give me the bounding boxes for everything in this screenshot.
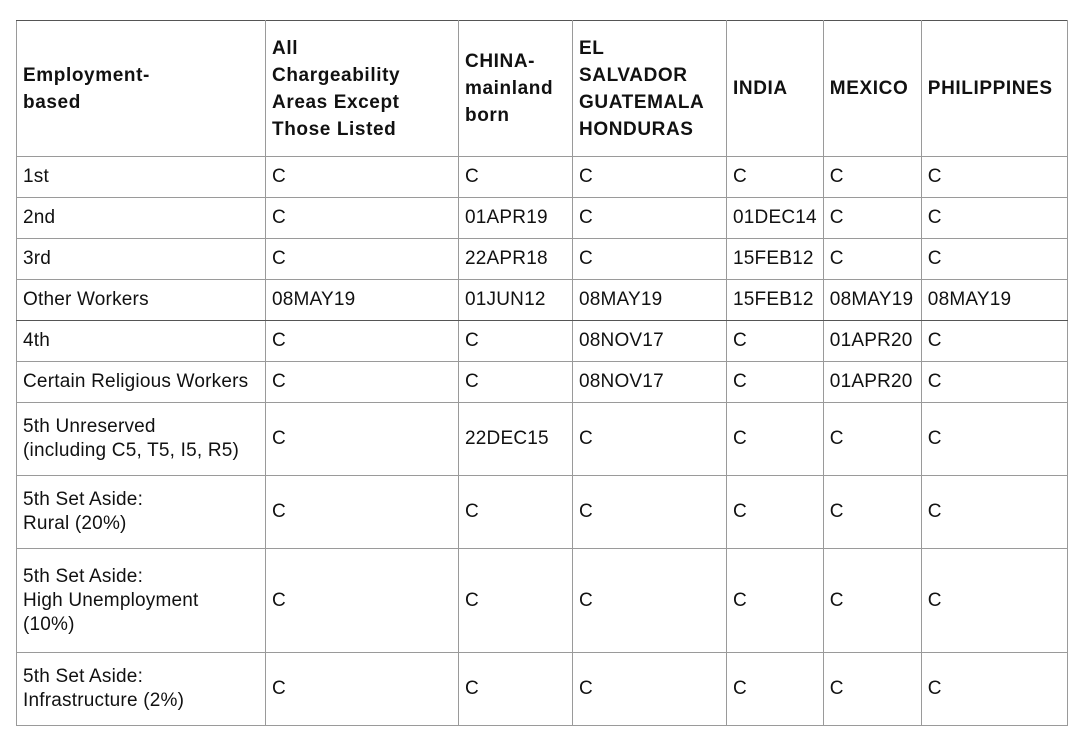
table-cell: C — [823, 403, 921, 476]
table-cell: C — [727, 549, 824, 653]
table-cell: C — [573, 653, 727, 726]
table-cell: C — [266, 198, 459, 239]
table-cell: C — [921, 239, 1067, 280]
table-cell: C — [823, 549, 921, 653]
table-cell: C — [266, 321, 459, 362]
table-row — [17, 280, 1068, 321]
visa-bulletin-table-container — [16, 20, 1068, 726]
table-row — [17, 157, 1068, 198]
table-cell: C — [727, 476, 824, 549]
table-cell: 15FEB12 — [727, 280, 824, 321]
row-label: Other Workers — [17, 280, 266, 321]
header-philippines: PHILIPPINES — [921, 21, 1067, 157]
table-cell: 08NOV17 — [573, 321, 727, 362]
table-cell: 01JUN12 — [459, 280, 573, 321]
table-cell: 15FEB12 — [727, 239, 824, 280]
table-cell: C — [823, 198, 921, 239]
header-all-chargeability: All Chargeability Areas Except Those Listed — [266, 21, 459, 157]
table-cell: C — [921, 321, 1067, 362]
table-cell: 08MAY19 — [921, 280, 1067, 321]
table-cell: C — [921, 653, 1067, 726]
table-cell: C — [459, 157, 573, 198]
table-row — [17, 403, 1068, 476]
table-cell: C — [823, 476, 921, 549]
table-cell: C — [921, 403, 1067, 476]
row-label: 1st — [17, 157, 266, 198]
table-cell: C — [459, 321, 573, 362]
table-cell: 08MAY19 — [573, 280, 727, 321]
header-mexico: MEXICO — [823, 21, 921, 157]
table-cell: C — [727, 362, 824, 403]
table-cell: C — [266, 549, 459, 653]
header-china: CHINA- mainland born — [459, 21, 573, 157]
row-label: 5th Set Aside: High Unemployment (10%) — [17, 549, 266, 653]
table-cell: C — [921, 157, 1067, 198]
header-row — [17, 21, 1068, 157]
table-cell: C — [727, 403, 824, 476]
table-cell: C — [921, 476, 1067, 549]
table-cell: C — [573, 403, 727, 476]
table-cell: C — [266, 362, 459, 403]
table-cell: C — [823, 239, 921, 280]
table-cell: C — [573, 198, 727, 239]
table-cell: C — [459, 476, 573, 549]
table-cell: 08NOV17 — [573, 362, 727, 403]
table-cell: C — [921, 549, 1067, 653]
table-row — [17, 239, 1068, 280]
table-cell: C — [459, 549, 573, 653]
table-cell: 01DEC14 — [727, 198, 824, 239]
row-label: 5th Unreserved (including C5, T5, I5, R5) — [17, 403, 266, 476]
row-label: 5th Set Aside: Rural (20%) — [17, 476, 266, 549]
row-label: 4th — [17, 321, 266, 362]
table-cell: 01APR19 — [459, 198, 573, 239]
table-cell: C — [727, 157, 824, 198]
table-cell: 08MAY19 — [266, 280, 459, 321]
table-cell: C — [573, 476, 727, 549]
employment-based-dates-table — [16, 20, 1068, 726]
table-cell: 22DEC15 — [459, 403, 573, 476]
table-cell: C — [459, 362, 573, 403]
table-row — [17, 198, 1068, 239]
table-cell: C — [573, 549, 727, 653]
table-cell: C — [266, 239, 459, 280]
table-cell: 22APR18 — [459, 239, 573, 280]
table-cell: C — [459, 653, 573, 726]
table-cell: C — [573, 157, 727, 198]
table-cell: C — [727, 653, 824, 726]
header-employment-based: Employment- based — [17, 21, 266, 157]
table-cell: C — [266, 157, 459, 198]
table-cell: C — [266, 476, 459, 549]
table-row — [17, 476, 1068, 549]
table-cell: C — [266, 403, 459, 476]
header-india: INDIA — [727, 21, 824, 157]
table-cell: C — [823, 653, 921, 726]
table-cell: C — [823, 157, 921, 198]
header-el-salvador-guatemala-honduras: EL SALVADOR GUATEMALA HONDURAS — [573, 21, 727, 157]
row-label: 2nd — [17, 198, 266, 239]
row-label: 3rd — [17, 239, 266, 280]
table-cell: 01APR20 — [823, 362, 921, 403]
table-cell: C — [573, 239, 727, 280]
table-cell: 01APR20 — [823, 321, 921, 362]
table-row — [17, 549, 1068, 653]
table-cell: 08MAY19 — [823, 280, 921, 321]
table-cell: C — [921, 362, 1067, 403]
row-label: Certain Religious Workers — [17, 362, 266, 403]
table-cell: C — [266, 653, 459, 726]
table-row — [17, 653, 1068, 726]
table-cell: C — [921, 198, 1067, 239]
row-label: 5th Set Aside: Infrastructure (2%) — [17, 653, 266, 726]
table-row — [17, 321, 1068, 362]
table-cell: C — [727, 321, 824, 362]
table-row — [17, 362, 1068, 403]
